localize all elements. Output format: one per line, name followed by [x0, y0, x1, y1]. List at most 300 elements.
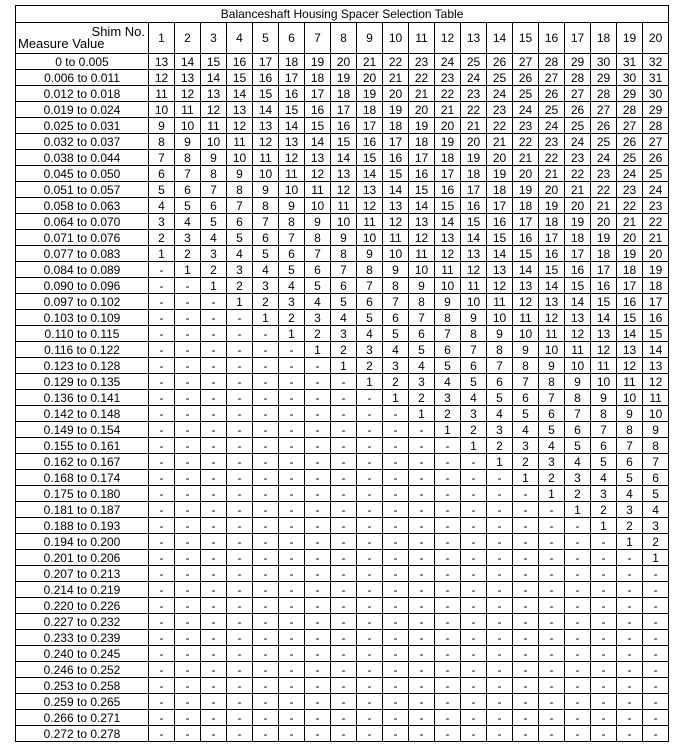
- spacer-value-cell: 2: [643, 534, 669, 550]
- spacer-value-cell: -: [201, 662, 227, 678]
- spacer-value-cell: -: [305, 614, 331, 630]
- spacer-value-cell: -: [253, 470, 279, 486]
- spacer-value-cell: -: [357, 390, 383, 406]
- spacer-value-cell: -: [253, 422, 279, 438]
- spacer-value-cell: -: [279, 390, 305, 406]
- spacer-value-cell: -: [357, 454, 383, 470]
- shim-column-header: 17: [565, 23, 591, 54]
- spacer-value-cell: 29: [591, 70, 617, 86]
- spacer-value-cell: 11: [383, 230, 409, 246]
- spacer-value-cell: 3: [565, 470, 591, 486]
- spacer-value-cell: -: [201, 550, 227, 566]
- spacer-value-cell: -: [539, 630, 565, 646]
- spacer-value-cell: -: [201, 518, 227, 534]
- spacer-value-cell: 9: [227, 166, 253, 182]
- spacer-value-cell: 7: [435, 326, 461, 342]
- spacer-value-cell: -: [409, 566, 435, 582]
- table-row: [16, 694, 669, 710]
- spacer-value-cell: -: [643, 566, 669, 582]
- spacer-value-cell: -: [331, 502, 357, 518]
- spacer-value-cell: 2: [513, 454, 539, 470]
- spacer-value-cell: 4: [461, 390, 487, 406]
- spacer-value-cell: -: [487, 678, 513, 694]
- spacer-value-cell: 27: [591, 102, 617, 118]
- spacer-value-cell: 15: [409, 182, 435, 198]
- measure-range-cell: 0.155 to 0.161: [16, 438, 149, 454]
- spacer-value-cell: 22: [487, 118, 513, 134]
- spacer-value-cell: 1: [331, 358, 357, 374]
- spacer-value-cell: -: [565, 726, 591, 742]
- spacer-value-cell: -: [331, 438, 357, 454]
- spacer-value-cell: 11: [513, 310, 539, 326]
- spacer-value-cell: 14: [227, 86, 253, 102]
- spacer-value-cell: 10: [591, 374, 617, 390]
- spacer-value-cell: -: [383, 630, 409, 646]
- spacer-value-cell: 20: [513, 166, 539, 182]
- shim-column-header: 20: [643, 23, 669, 54]
- spacer-value-cell: -: [149, 598, 175, 614]
- measure-range-cell: 0.246 to 0.252: [16, 662, 149, 678]
- spacer-value-cell: -: [279, 502, 305, 518]
- spacer-value-cell: 9: [487, 326, 513, 342]
- spacer-value-cell: 11: [201, 118, 227, 134]
- spacer-value-cell: 6: [305, 262, 331, 278]
- spacer-value-cell: -: [513, 662, 539, 678]
- spacer-value-cell: 2: [201, 262, 227, 278]
- spacer-value-cell: 13: [565, 310, 591, 326]
- spacer-value-cell: -: [331, 518, 357, 534]
- spacer-value-cell: 9: [591, 390, 617, 406]
- spacer-value-cell: -: [383, 470, 409, 486]
- spacer-value-cell: -: [175, 502, 201, 518]
- spacer-value-cell: -: [253, 598, 279, 614]
- shim-number-label: Shim No.: [91, 24, 145, 39]
- spacer-value-cell: -: [643, 710, 669, 726]
- spacer-value-cell: 6: [539, 406, 565, 422]
- spacer-value-cell: -: [227, 422, 253, 438]
- table-row: [16, 710, 669, 726]
- spacer-value-cell: -: [461, 566, 487, 582]
- spacer-value-cell: 9: [539, 358, 565, 374]
- spacer-value-cell: -: [253, 326, 279, 342]
- spacer-value-cell: -: [331, 694, 357, 710]
- spacer-value-cell: 12: [461, 262, 487, 278]
- spacer-value-cell: -: [201, 326, 227, 342]
- spacer-value-cell: 5: [513, 406, 539, 422]
- measure-range-cell: 0.110 to 0.115: [16, 326, 149, 342]
- spacer-value-cell: -: [331, 534, 357, 550]
- measure-range-cell: 0.058 to 0.063: [16, 198, 149, 214]
- spacer-value-cell: -: [227, 374, 253, 390]
- spacer-value-cell: -: [149, 662, 175, 678]
- spacer-value-cell: -: [383, 454, 409, 470]
- spacer-value-cell: 2: [253, 294, 279, 310]
- table-row: [16, 358, 669, 374]
- spacer-value-cell: -: [617, 630, 643, 646]
- spacer-value-cell: 5: [591, 454, 617, 470]
- spacer-value-cell: -: [227, 326, 253, 342]
- spacer-value-cell: -: [253, 534, 279, 550]
- spacer-value-cell: 15: [253, 86, 279, 102]
- spacer-value-cell: -: [513, 646, 539, 662]
- spacer-value-cell: -: [539, 726, 565, 742]
- spacer-value-cell: -: [435, 438, 461, 454]
- spacer-value-cell: -: [279, 342, 305, 358]
- spacer-value-cell: 7: [149, 150, 175, 166]
- spacer-value-cell: 24: [435, 54, 461, 70]
- spacer-value-cell: 14: [487, 246, 513, 262]
- spacer-value-cell: 3: [331, 326, 357, 342]
- spacer-value-cell: -: [383, 710, 409, 726]
- spacer-value-cell: 15: [279, 102, 305, 118]
- table-row: [16, 262, 669, 278]
- spacer-value-cell: 12: [149, 70, 175, 86]
- spacer-value-cell: 31: [617, 54, 643, 70]
- spacer-value-cell: -: [149, 694, 175, 710]
- spacer-value-cell: 5: [409, 342, 435, 358]
- measure-range-cell: 0.038 to 0.044: [16, 150, 149, 166]
- spacer-value-cell: -: [201, 598, 227, 614]
- spacer-value-cell: 11: [435, 262, 461, 278]
- measure-range-cell: 0.175 to 0.180: [16, 486, 149, 502]
- spacer-value-cell: -: [175, 646, 201, 662]
- spacer-value-cell: 16: [383, 150, 409, 166]
- spacer-value-cell: -: [227, 534, 253, 550]
- spacer-value-cell: -: [383, 598, 409, 614]
- spacer-value-cell: -: [175, 390, 201, 406]
- measure-range-cell: 0.214 to 0.219: [16, 582, 149, 598]
- spacer-value-cell: 10: [461, 294, 487, 310]
- spacer-value-cell: -: [175, 310, 201, 326]
- spacer-value-cell: -: [305, 566, 331, 582]
- spacer-value-cell: -: [175, 518, 201, 534]
- spacer-value-cell: 23: [513, 118, 539, 134]
- spacer-value-cell: -: [591, 694, 617, 710]
- spacer-value-cell: 19: [617, 246, 643, 262]
- spacer-value-cell: 6: [331, 278, 357, 294]
- spacer-value-cell: -: [279, 422, 305, 438]
- spacer-value-cell: -: [305, 358, 331, 374]
- spacer-value-cell: 10: [409, 262, 435, 278]
- spacer-value-cell: 10: [383, 246, 409, 262]
- spacer-value-cell: 8: [565, 390, 591, 406]
- spacer-value-cell: 12: [565, 326, 591, 342]
- spacer-value-cell: 1: [175, 262, 201, 278]
- spacer-value-cell: -: [175, 374, 201, 390]
- spacer-value-cell: -: [383, 726, 409, 742]
- spacer-value-cell: -: [227, 566, 253, 582]
- spacer-value-cell: -: [227, 630, 253, 646]
- spacer-value-cell: 13: [539, 294, 565, 310]
- spacer-value-cell: -: [149, 358, 175, 374]
- spacer-value-cell: 1: [409, 406, 435, 422]
- spacer-value-cell: 15: [305, 118, 331, 134]
- spacer-value-cell: 11: [279, 166, 305, 182]
- spacer-value-cell: 15: [435, 198, 461, 214]
- spacer-value-cell: -: [253, 630, 279, 646]
- spacer-value-cell: 24: [539, 118, 565, 134]
- spacer-value-cell: 7: [461, 342, 487, 358]
- measure-range-cell: 0.090 to 0.096: [16, 278, 149, 294]
- spacer-value-cell: 27: [565, 86, 591, 102]
- table-row: [16, 198, 669, 214]
- spacer-value-cell: -: [409, 550, 435, 566]
- spacer-value-cell: -: [461, 678, 487, 694]
- spacer-value-cell: -: [565, 678, 591, 694]
- table-row: [16, 182, 669, 198]
- spacer-value-cell: -: [305, 374, 331, 390]
- spacer-value-cell: 13: [201, 86, 227, 102]
- spacer-value-cell: 18: [435, 150, 461, 166]
- spacer-value-cell: -: [435, 502, 461, 518]
- spacer-value-cell: 2: [227, 278, 253, 294]
- spacer-value-cell: 28: [539, 54, 565, 70]
- spacer-value-cell: 6: [175, 182, 201, 198]
- spacer-value-cell: -: [175, 726, 201, 742]
- spacer-value-cell: 8: [383, 278, 409, 294]
- spacer-value-cell: -: [383, 694, 409, 710]
- spacer-value-cell: -: [409, 518, 435, 534]
- spacer-value-cell: 7: [305, 246, 331, 262]
- spacer-value-cell: 12: [435, 246, 461, 262]
- spacer-value-cell: -: [227, 582, 253, 598]
- spacer-value-cell: -: [305, 502, 331, 518]
- spacer-value-cell: -: [409, 454, 435, 470]
- spacer-value-cell: -: [591, 678, 617, 694]
- spacer-value-cell: -: [539, 694, 565, 710]
- spacer-value-cell: 21: [487, 134, 513, 150]
- table-row: [16, 502, 669, 518]
- shim-column-header: 9: [357, 23, 383, 54]
- spacer-value-cell: -: [227, 550, 253, 566]
- spacer-value-cell: 5: [565, 438, 591, 454]
- spacer-value-cell: -: [591, 710, 617, 726]
- spacer-value-cell: 1: [149, 246, 175, 262]
- spacer-value-cell: 3: [305, 310, 331, 326]
- spacer-value-cell: -: [513, 726, 539, 742]
- spacer-value-cell: -: [617, 582, 643, 598]
- spacer-value-cell: 1: [279, 326, 305, 342]
- spacer-value-cell: 8: [539, 374, 565, 390]
- spacer-value-cell: -: [279, 566, 305, 582]
- spacer-value-cell: 25: [617, 150, 643, 166]
- spacer-value-cell: 19: [487, 166, 513, 182]
- spacer-value-cell: -: [149, 518, 175, 534]
- spacer-value-cell: -: [227, 470, 253, 486]
- spacer-value-cell: -: [331, 630, 357, 646]
- spacer-value-cell: -: [383, 502, 409, 518]
- spacer-value-cell: -: [305, 454, 331, 470]
- table-row: [16, 454, 669, 470]
- spacer-value-cell: -: [565, 630, 591, 646]
- spacer-value-cell: 2: [435, 406, 461, 422]
- spacer-value-cell: 3: [149, 214, 175, 230]
- measure-range-cell: 0.188 to 0.193: [16, 518, 149, 534]
- spacer-value-cell: 9: [253, 182, 279, 198]
- spacer-value-cell: -: [357, 694, 383, 710]
- spacer-value-cell: -: [201, 342, 227, 358]
- spacer-value-cell: 15: [201, 54, 227, 70]
- table-row: [16, 470, 669, 486]
- spacer-value-cell: 7: [279, 230, 305, 246]
- measure-value-label: Measure Value: [18, 36, 105, 51]
- measure-range-cell: 0.142 to 0.148: [16, 406, 149, 422]
- spacer-value-cell: 10: [357, 230, 383, 246]
- spacer-value-cell: 31: [643, 70, 669, 86]
- spacer-value-cell: 7: [643, 454, 669, 470]
- spacer-value-cell: 21: [435, 102, 461, 118]
- spacer-value-cell: 3: [201, 246, 227, 262]
- spacer-value-cell: 2: [331, 342, 357, 358]
- spacer-value-cell: -: [279, 470, 305, 486]
- spacer-value-cell: 3: [643, 518, 669, 534]
- spacer-value-cell: 16: [227, 54, 253, 70]
- spacer-value-cell: 7: [383, 294, 409, 310]
- spacer-value-cell: 15: [591, 294, 617, 310]
- spacer-value-cell: 10: [539, 342, 565, 358]
- spacer-value-cell: 12: [513, 294, 539, 310]
- spacer-value-cell: -: [149, 310, 175, 326]
- spacer-value-cell: 18: [643, 278, 669, 294]
- spacer-value-cell: -: [253, 582, 279, 598]
- spacer-value-cell: 5: [253, 246, 279, 262]
- spacer-value-cell: -: [253, 550, 279, 566]
- spacer-value-cell: 24: [617, 166, 643, 182]
- measure-range-cell: 0.116 to 0.122: [16, 342, 149, 358]
- spacer-value-cell: -: [305, 726, 331, 742]
- spacer-value-cell: 9: [357, 246, 383, 262]
- spacer-value-cell: 15: [383, 166, 409, 182]
- spacer-value-cell: 30: [591, 54, 617, 70]
- spacer-value-cell: -: [331, 406, 357, 422]
- spacer-value-cell: 22: [591, 182, 617, 198]
- spacer-value-cell: -: [487, 694, 513, 710]
- spacer-value-cell: 22: [617, 198, 643, 214]
- spacer-value-cell: 2: [409, 390, 435, 406]
- spacer-value-cell: -: [175, 278, 201, 294]
- measure-range-cell: 0.233 to 0.239: [16, 630, 149, 646]
- spacer-value-cell: 14: [513, 262, 539, 278]
- spacer-value-cell: 26: [487, 54, 513, 70]
- spacer-value-cell: -: [253, 486, 279, 502]
- shim-column-header: 8: [331, 23, 357, 54]
- spacer-value-cell: 4: [383, 342, 409, 358]
- spacer-value-cell: -: [253, 502, 279, 518]
- spacer-value-cell: -: [305, 630, 331, 646]
- spacer-value-cell: 8: [253, 198, 279, 214]
- spacer-value-cell: -: [279, 358, 305, 374]
- spacer-value-cell: -: [357, 550, 383, 566]
- spacer-value-cell: 29: [565, 54, 591, 70]
- spacer-value-cell: 11: [305, 182, 331, 198]
- spacer-value-cell: 2: [539, 470, 565, 486]
- spacer-value-cell: -: [149, 278, 175, 294]
- spacer-value-cell: -: [175, 422, 201, 438]
- spacer-value-cell: 14: [175, 54, 201, 70]
- spacer-value-cell: 17: [357, 118, 383, 134]
- spacer-value-cell: -: [357, 582, 383, 598]
- spacer-value-cell: 14: [409, 198, 435, 214]
- spacer-value-cell: -: [175, 454, 201, 470]
- spacer-value-cell: 11: [487, 294, 513, 310]
- spacer-value-cell: 19: [305, 54, 331, 70]
- shim-column-header: 11: [409, 23, 435, 54]
- spacer-value-cell: 14: [565, 294, 591, 310]
- spacer-value-cell: -: [643, 678, 669, 694]
- spacer-value-cell: 1: [539, 486, 565, 502]
- spacer-value-cell: -: [149, 502, 175, 518]
- spacer-value-cell: 7: [539, 390, 565, 406]
- table-row: [16, 518, 669, 534]
- spacer-value-cell: 18: [591, 246, 617, 262]
- spacer-value-cell: -: [305, 662, 331, 678]
- spacer-value-cell: -: [253, 694, 279, 710]
- shim-column-header: 19: [617, 23, 643, 54]
- spacer-value-cell: 6: [513, 390, 539, 406]
- spacer-value-cell: -: [487, 502, 513, 518]
- spacer-value-cell: -: [409, 598, 435, 614]
- spacer-value-cell: -: [227, 310, 253, 326]
- spacer-value-cell: 7: [175, 166, 201, 182]
- spacer-value-cell: -: [201, 678, 227, 694]
- spacer-value-cell: 2: [617, 518, 643, 534]
- spacer-value-cell: -: [305, 518, 331, 534]
- spacer-value-cell: 25: [513, 86, 539, 102]
- spacer-value-cell: -: [279, 662, 305, 678]
- spacer-value-cell: -: [461, 582, 487, 598]
- measure-range-cell: 0.136 to 0.141: [16, 390, 149, 406]
- spacer-value-cell: 8: [591, 406, 617, 422]
- spacer-value-cell: 17: [305, 86, 331, 102]
- table-row: [16, 646, 669, 662]
- spacer-value-cell: 14: [331, 150, 357, 166]
- spacer-value-cell: -: [487, 726, 513, 742]
- spacer-value-cell: 7: [513, 374, 539, 390]
- spacer-value-cell: -: [279, 550, 305, 566]
- spacer-value-cell: 5: [227, 230, 253, 246]
- spacer-value-cell: -: [461, 710, 487, 726]
- spacer-value-cell: 27: [617, 118, 643, 134]
- spacer-value-cell: 1: [305, 342, 331, 358]
- spacer-value-cell: 12: [591, 342, 617, 358]
- table-body: [16, 54, 669, 742]
- spacer-value-cell: 7: [409, 310, 435, 326]
- spacer-value-cell: 1: [253, 310, 279, 326]
- spacer-value-cell: 15: [513, 246, 539, 262]
- spacer-value-cell: 22: [539, 150, 565, 166]
- spacer-value-cell: -: [643, 726, 669, 742]
- spacer-value-cell: 17: [409, 150, 435, 166]
- spacer-value-cell: -: [175, 358, 201, 374]
- shim-column-header: 18: [591, 23, 617, 54]
- spacer-value-cell: -: [253, 646, 279, 662]
- spacer-value-cell: -: [357, 534, 383, 550]
- spacer-value-cell: 14: [279, 118, 305, 134]
- spacer-value-cell: -: [539, 710, 565, 726]
- measure-range-cell: 0.084 to 0.089: [16, 262, 149, 278]
- table-row: [16, 406, 669, 422]
- spacer-value-cell: -: [201, 630, 227, 646]
- spacer-value-cell: 24: [643, 182, 669, 198]
- table-row: [16, 726, 669, 742]
- spacer-value-cell: 7: [201, 182, 227, 198]
- spacer-value-cell: -: [201, 294, 227, 310]
- spacer-value-cell: 7: [591, 422, 617, 438]
- spacer-value-cell: -: [279, 710, 305, 726]
- spacer-value-cell: 1: [435, 422, 461, 438]
- spacer-value-cell: 10: [253, 166, 279, 182]
- measure-range-cell: 0.207 to 0.213: [16, 566, 149, 582]
